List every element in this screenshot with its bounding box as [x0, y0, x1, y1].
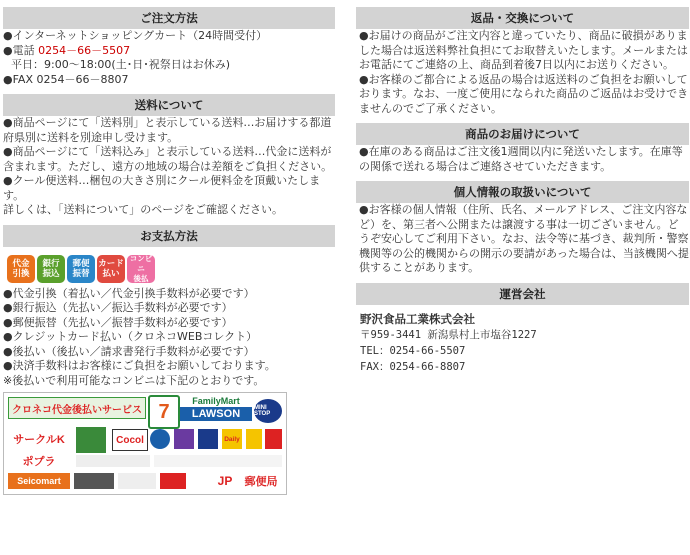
shipping-line: 詳しくは、「送料について」のページをご確認ください。 — [3, 203, 284, 216]
seicomart-logo: Seicomart — [8, 473, 70, 489]
poplar-logo: ポプラ — [22, 456, 56, 468]
jp-logo: JP — [217, 474, 233, 488]
company-name: 野沢食品工業株式会社 — [360, 311, 475, 326]
lawson-logo: LAWSON — [180, 407, 252, 421]
store-logo-9 — [74, 473, 114, 489]
payment-line: ●銀行振込（先払い／振込手数料が必要です） — [3, 301, 233, 314]
shipping-line: ●クール便送料…梱包の大きさ別にクール便料金を頂戴いたします。 — [3, 174, 321, 202]
order-method-text — [3, 29, 335, 87]
store-logo-3 — [174, 429, 194, 449]
company-tel: TEL：0254-66-5507 — [360, 344, 466, 357]
order-hours: 平日：9:00～18:00(土･日･祝祭日はお休み) — [11, 58, 230, 71]
returns-text — [356, 29, 689, 116]
company-fax: FAX：0254-66-8807 — [360, 360, 466, 373]
order-fax: ●FAX 0254－66－8807 — [3, 72, 129, 86]
bank-transfer-icon: 銀行 振込 — [37, 255, 65, 283]
postal-transfer-icon: 郵便 振替 — [67, 255, 95, 283]
privacy-text — [356, 203, 689, 276]
payment-icons — [7, 255, 335, 283]
ministop-logo: MINI STOP — [254, 399, 282, 423]
shipping-line: ●商品ページにて「送料込み」と表示している送料…代金に送料が含まれます。ただし、遠方の地域の場合は差額をご負担ください。 — [3, 145, 333, 173]
company-header: 運営会社 — [356, 283, 689, 305]
familymart-logo: FamilyMart — [192, 395, 240, 406]
returns-line: ●お客様のご都合による返品の場合は返送料のご負担をお願いしております。なお、一度ご使用になられた商品のご返品はお受けできませんのでご了承ください。 — [359, 72, 689, 115]
payment-line: ●後払い（後払い／請求書発行手数料が必要です） — [3, 344, 255, 358]
daily-logo: Daily — [222, 429, 242, 449]
store-logo-5 — [246, 429, 262, 449]
store-logo-6 — [265, 429, 282, 449]
cod-icon: 代金 引換 — [7, 255, 35, 283]
payment-line: ●代金引換（着払い／代金引換手数料が必要です） — [3, 286, 255, 300]
order-internet: ●インターネットショッピングカート（24時間受付） — [3, 29, 268, 42]
shipping-header: 送料について — [3, 94, 335, 116]
delivery-text — [356, 145, 689, 174]
privacy-header: 個人情報の取扱いについて — [356, 181, 689, 203]
payment-line: ●決済手数料はお客様にご負担をお願いしております。 — [3, 359, 276, 372]
order-method-header: ご注文方法 — [3, 7, 335, 29]
kuroneko-banner-logo: クロネコ代金後払いサービス — [8, 397, 146, 419]
store-logo-10 — [118, 473, 156, 489]
store-logo-4 — [198, 429, 218, 449]
returns-line: ●お届けの商品がご注文内容と違っていたり、商品に破損がありました場合は返送料弊社負担にてお取替えいたします。メールまたはお電話にてご連絡の上、商品到着後7日以内にお送りください。 — [359, 29, 688, 71]
company-address: 〒959-3441 新潟県村上市塩谷1227 — [360, 328, 537, 341]
payment-line: ●クレジットカード払い（クロネコWEBコレクト） — [3, 330, 258, 343]
store-logo-11 — [160, 473, 186, 489]
shipping-line: ●商品ページにて「送料別」と表示している送料…お届けする都道府県別に送料を別途申し受けます。 — [3, 116, 332, 144]
store-logo-2 — [150, 429, 170, 449]
card-payment-icon: カード 払い — [97, 255, 125, 283]
phone-number[interactable]: 0254－66－5507 — [38, 43, 131, 57]
privacy-line: ●お客様の個人情報（住所、氏名、メールアドレス、ご注文内容など）を、第三者へ公開または譲渡する事は一切ございません。どうぞ安心してご利用下さい。なお、法令等に基づき、裁判所・警察機関等の公的機関からの開示の要請があった場合は、当該機関へ提供することがあります。 — [359, 203, 689, 274]
circlek-logo: サークルK — [13, 434, 65, 446]
left-column — [3, 0, 335, 495]
delivery-line: ●在庫のある商品はご注文後1週間以内に発送いたします。在庫等の関係で送れる場合はご連絡させていただきます。 — [359, 145, 683, 173]
cocol-logo: Cocol — [112, 429, 148, 451]
convenience-store-logos — [3, 392, 287, 495]
shipping-text — [3, 116, 335, 218]
post-office-logo: 郵便局 — [244, 476, 278, 488]
seven-eleven-logo: 7 — [148, 395, 180, 429]
payment-header: お支払方法 — [3, 225, 335, 247]
payment-line: ※後払いで利用可能なコンビニは下記のとおりです。 — [3, 373, 265, 387]
right-column — [356, 0, 689, 375]
delivery-header: 商品のお届けについて — [356, 123, 689, 145]
convenience-store-icon: コンビニ 後払 — [127, 255, 155, 283]
store-logo-8 — [154, 455, 282, 467]
order-phone: ●電話 0254－66－5507 — [3, 43, 131, 57]
payment-line: ●郵便振替（先払い／振替手数料が必要です） — [3, 315, 233, 329]
store-logo-7 — [76, 455, 150, 467]
returns-header: 返品・交換について — [356, 7, 689, 29]
payment-text — [3, 287, 335, 389]
store-logo-1 — [76, 427, 106, 453]
